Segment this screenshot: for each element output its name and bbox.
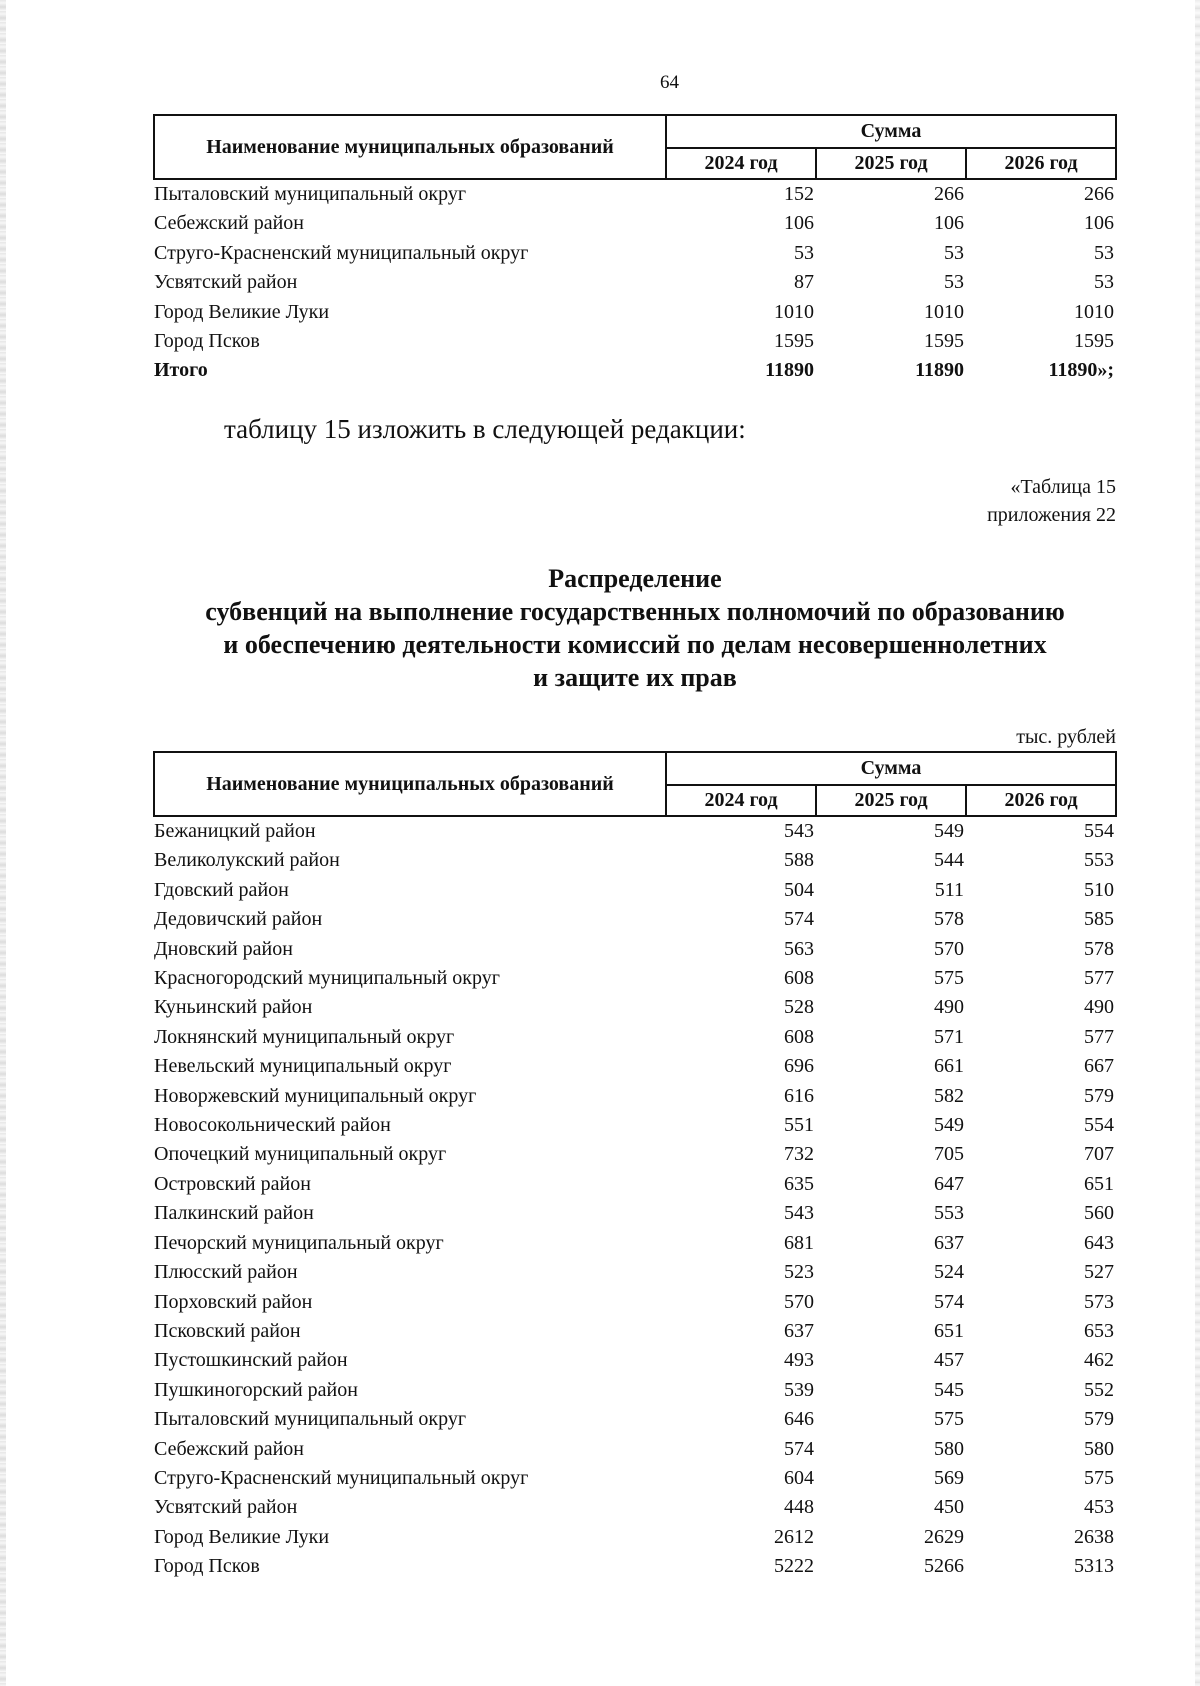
cell-2025: 53 <box>944 271 964 294</box>
cell-2026: 490 <box>1084 996 1115 1019</box>
cell-2025: 575 <box>934 967 964 990</box>
cell-2026: 453 <box>1084 1496 1115 1519</box>
cell-name: Пыталовский муниципальный округ <box>154 183 467 205</box>
table-row <box>154 1052 1116 1081</box>
cell-2026: 1595 <box>1074 330 1115 353</box>
table-row <box>154 1170 1116 1199</box>
column-header-year: 2026 год <box>966 148 1116 180</box>
column-header-name: Наименование муниципальных образований <box>154 115 666 179</box>
cell-2024: 616 <box>784 1084 814 1107</box>
title-line: Распределение <box>548 564 722 593</box>
cell-2026: 573 <box>1084 1290 1115 1313</box>
column-header-year: 2024 год <box>666 785 816 817</box>
table-row <box>154 298 1116 327</box>
cell-2025: 549 <box>934 820 964 842</box>
cell-2026: 579 <box>1084 1084 1115 1107</box>
cell-2026: 554 <box>1084 1114 1115 1137</box>
column-header-year: 2024 год <box>666 148 816 180</box>
cell-2024: 551 <box>784 1114 814 1137</box>
continued-table-body <box>154 179 1116 356</box>
cell-name: Палкинский район <box>154 1202 314 1225</box>
cell-2025: 106 <box>934 212 964 235</box>
cell-2025: 5266 <box>924 1555 964 1578</box>
cell-2026: 585 <box>1084 908 1115 931</box>
title-line: субвенций на выполнение государственных полномочий по образованию <box>205 597 1065 626</box>
table-row <box>154 1258 1116 1287</box>
cell-name: Себежский район <box>154 1437 304 1460</box>
table-row <box>154 1082 1116 1111</box>
column-header-sum: Сумма <box>666 752 1116 785</box>
cell-name: Куньинский район <box>154 996 313 1019</box>
table-row <box>154 1317 1116 1346</box>
cell-2024: 604 <box>784 1466 814 1489</box>
cell-2025: 2629 <box>924 1525 964 1548</box>
cell-2025: 490 <box>934 996 964 1019</box>
cell-2026: 560 <box>1084 1202 1115 1225</box>
distribution-table <box>153 751 1117 1582</box>
cell-2024: 608 <box>784 967 814 990</box>
cell-2026: 579 <box>1084 1408 1115 1431</box>
cell-2024: 523 <box>784 1261 814 1284</box>
cell-name: Усвятский район <box>154 1496 298 1519</box>
table-reference <box>987 473 1116 529</box>
cell-name: Струго-Красненский муниципальный округ <box>154 241 529 264</box>
cell-2024: 53 <box>794 241 814 264</box>
cell-2024: 5222 <box>774 1555 814 1578</box>
column-header-name: Наименование муниципальных образований <box>154 752 666 816</box>
cell-2025: 575 <box>934 1408 964 1431</box>
cell-2025: 661 <box>934 1055 964 1078</box>
cell-name: Струго-Красненский муниципальный округ <box>154 1466 529 1489</box>
cell-2026: 106 <box>1084 212 1115 235</box>
title-line: и защите их прав <box>533 663 737 692</box>
total-2024: 11890 <box>765 359 814 382</box>
cell-2025: 457 <box>934 1349 964 1372</box>
cell-name: Островский район <box>154 1172 311 1195</box>
cell-name: Гдовский район <box>154 878 289 901</box>
cell-2024: 646 <box>784 1408 814 1431</box>
cell-name: Город Псков <box>154 330 260 353</box>
cell-2025: 574 <box>934 1290 964 1313</box>
cell-name: Город Великие Луки <box>154 1525 330 1548</box>
column-header-year: 2026 год <box>966 785 1116 817</box>
cell-2024: 106 <box>784 212 814 235</box>
cell-2024: 539 <box>784 1378 814 1401</box>
cell-name: Пушкиногорский район <box>154 1378 358 1401</box>
cell-2025: 511 <box>934 878 964 901</box>
table-row <box>154 179 1116 209</box>
cell-name: Порховский район <box>154 1290 313 1313</box>
table-row <box>154 1140 1116 1169</box>
cell-name: Пыталовский муниципальный округ <box>154 1408 467 1431</box>
cell-name: Город Великие Луки <box>154 300 330 323</box>
cell-2025: 450 <box>934 1496 964 1519</box>
scan-edge-left <box>0 0 6 1686</box>
cell-2026: 266 <box>1084 183 1115 205</box>
cell-2026: 653 <box>1084 1319 1115 1342</box>
cell-2025: 705 <box>934 1143 964 1166</box>
column-header-year: 2025 год <box>816 785 966 817</box>
cell-2026: 667 <box>1084 1055 1115 1078</box>
table-row <box>154 1111 1116 1140</box>
cell-2024: 1010 <box>774 300 814 323</box>
table-row <box>154 1464 1116 1493</box>
cell-2026: 707 <box>1084 1143 1115 1166</box>
cell-2025: 1010 <box>924 300 964 323</box>
cell-2026: 552 <box>1084 1378 1115 1401</box>
cell-2025: 524 <box>934 1261 964 1284</box>
table-row <box>154 1552 1116 1581</box>
cell-2025: 651 <box>934 1319 964 1342</box>
cell-name: Новосокольнический район <box>154 1114 391 1137</box>
page-number: 64 <box>660 72 679 93</box>
cell-2026: 578 <box>1084 937 1115 960</box>
cell-2025: 545 <box>934 1378 964 1401</box>
table-row <box>154 964 1116 993</box>
cell-2024: 608 <box>784 1025 814 1048</box>
cell-2024: 504 <box>784 878 814 901</box>
cell-name: Пустошкинский район <box>154 1349 348 1372</box>
cell-2025: 544 <box>934 849 964 872</box>
table-row <box>154 268 1116 297</box>
distribution-table-body <box>154 816 1116 1582</box>
cell-2026: 554 <box>1084 820 1115 842</box>
cell-2026: 2638 <box>1074 1525 1115 1548</box>
document-title <box>140 562 1130 694</box>
cell-2026: 5313 <box>1074 1555 1115 1578</box>
cell-name: Невельский муниципальный округ <box>154 1055 452 1078</box>
total-label: Итого <box>154 359 208 382</box>
column-header-sum: Сумма <box>666 115 1116 148</box>
table-row <box>154 1523 1116 1552</box>
cell-2026: 575 <box>1084 1466 1115 1489</box>
units-label: тыс. рублей <box>1016 726 1116 748</box>
cell-2025: 571 <box>934 1025 964 1048</box>
table-row <box>154 846 1116 875</box>
cell-2026: 577 <box>1084 967 1115 990</box>
cell-2025: 553 <box>934 1202 964 1225</box>
cell-2024: 574 <box>784 908 814 931</box>
cell-name: Новоржевский муниципальный округ <box>154 1084 477 1107</box>
cell-2024: 570 <box>784 1290 814 1313</box>
title-line: и обеспечению деятельности комиссий по делам несовершеннолетних <box>223 630 1047 659</box>
table-row <box>154 993 1116 1022</box>
total-2025: 11890 <box>915 359 964 382</box>
column-header-year: 2025 год <box>816 148 966 180</box>
cell-2026: 651 <box>1084 1172 1115 1195</box>
table-row <box>154 816 1116 846</box>
cell-2024: 1595 <box>774 330 814 353</box>
cell-2025: 266 <box>934 183 964 205</box>
cell-2024: 448 <box>784 1496 814 1519</box>
cell-name: Город Псков <box>154 1555 260 1578</box>
cell-2025: 1595 <box>924 330 964 353</box>
cell-name: Усвятский район <box>154 271 298 294</box>
table-row <box>154 1493 1116 1522</box>
cell-2024: 635 <box>784 1172 814 1195</box>
table-row <box>154 935 1116 964</box>
table-row <box>154 327 1116 356</box>
cell-name: Бежаницкий район <box>154 820 316 842</box>
cell-name: Себежский район <box>154 212 304 235</box>
cell-2025: 580 <box>934 1437 964 1460</box>
scan-edge-right <box>1195 0 1200 1686</box>
cell-2024: 543 <box>784 1202 814 1225</box>
cell-2024: 528 <box>784 996 814 1019</box>
cell-2024: 574 <box>784 1437 814 1460</box>
cell-2026: 553 <box>1084 849 1115 872</box>
cell-2025: 578 <box>934 908 964 931</box>
cell-name: Великолукский район <box>154 849 340 872</box>
cell-2025: 637 <box>934 1231 964 1254</box>
table-row <box>154 1376 1116 1405</box>
cell-2025: 570 <box>934 937 964 960</box>
cell-2026: 643 <box>1084 1231 1115 1254</box>
table-row <box>154 1229 1116 1258</box>
cell-2024: 87 <box>794 271 814 294</box>
cell-2024: 732 <box>784 1143 814 1166</box>
table-row <box>154 876 1116 905</box>
table-row <box>154 209 1116 238</box>
cell-name: Плюсский район <box>154 1261 298 1284</box>
total-row <box>154 356 1116 385</box>
cell-2024: 563 <box>784 937 814 960</box>
cell-2026: 53 <box>1094 241 1115 264</box>
cell-2024: 543 <box>784 820 814 842</box>
total-2026: 11890»; <box>1048 359 1115 382</box>
cell-2025: 647 <box>934 1172 964 1195</box>
cell-2024: 588 <box>784 849 814 872</box>
cell-2025: 582 <box>934 1084 964 1107</box>
cell-2026: 510 <box>1084 878 1115 901</box>
cell-2026: 462 <box>1084 1349 1115 1372</box>
cell-2025: 53 <box>944 241 964 264</box>
table-row <box>154 1435 1116 1464</box>
table-reference-line: «Таблица 15 <box>1010 476 1116 498</box>
cell-name: Печорский муниципальный округ <box>154 1231 444 1254</box>
table-reference-line: приложения 22 <box>987 504 1116 526</box>
table-row <box>154 1199 1116 1228</box>
cell-2024: 493 <box>784 1349 814 1372</box>
cell-name: Дновский район <box>154 937 293 960</box>
cell-name: Красногородский муниципальный округ <box>154 967 500 990</box>
cell-2024: 2612 <box>774 1525 814 1548</box>
instruction-text: таблицу 15 изложить в следующей редакции: <box>224 414 746 444</box>
cell-2025: 569 <box>934 1466 964 1489</box>
continued-table <box>153 114 1117 386</box>
table-row <box>154 1288 1116 1317</box>
cell-2024: 681 <box>784 1231 814 1254</box>
cell-name: Опочецкий муниципальный округ <box>154 1143 447 1166</box>
cell-2026: 580 <box>1084 1437 1115 1460</box>
cell-name: Дедовичский район <box>154 908 323 931</box>
cell-2026: 577 <box>1084 1025 1115 1048</box>
table-row <box>154 1346 1116 1375</box>
table-row <box>154 1023 1116 1052</box>
cell-2024: 637 <box>784 1319 814 1342</box>
cell-2026: 527 <box>1084 1261 1115 1284</box>
cell-2026: 1010 <box>1074 300 1115 323</box>
cell-name: Псковский район <box>154 1319 301 1342</box>
cell-2025: 549 <box>934 1114 964 1137</box>
cell-name: Локнянский муниципальный округ <box>154 1025 455 1048</box>
cell-2024: 152 <box>784 183 814 205</box>
cell-2026: 53 <box>1094 271 1115 294</box>
cell-2024: 696 <box>784 1055 814 1078</box>
table-row <box>154 239 1116 268</box>
table-row <box>154 905 1116 934</box>
table-row <box>154 1405 1116 1434</box>
